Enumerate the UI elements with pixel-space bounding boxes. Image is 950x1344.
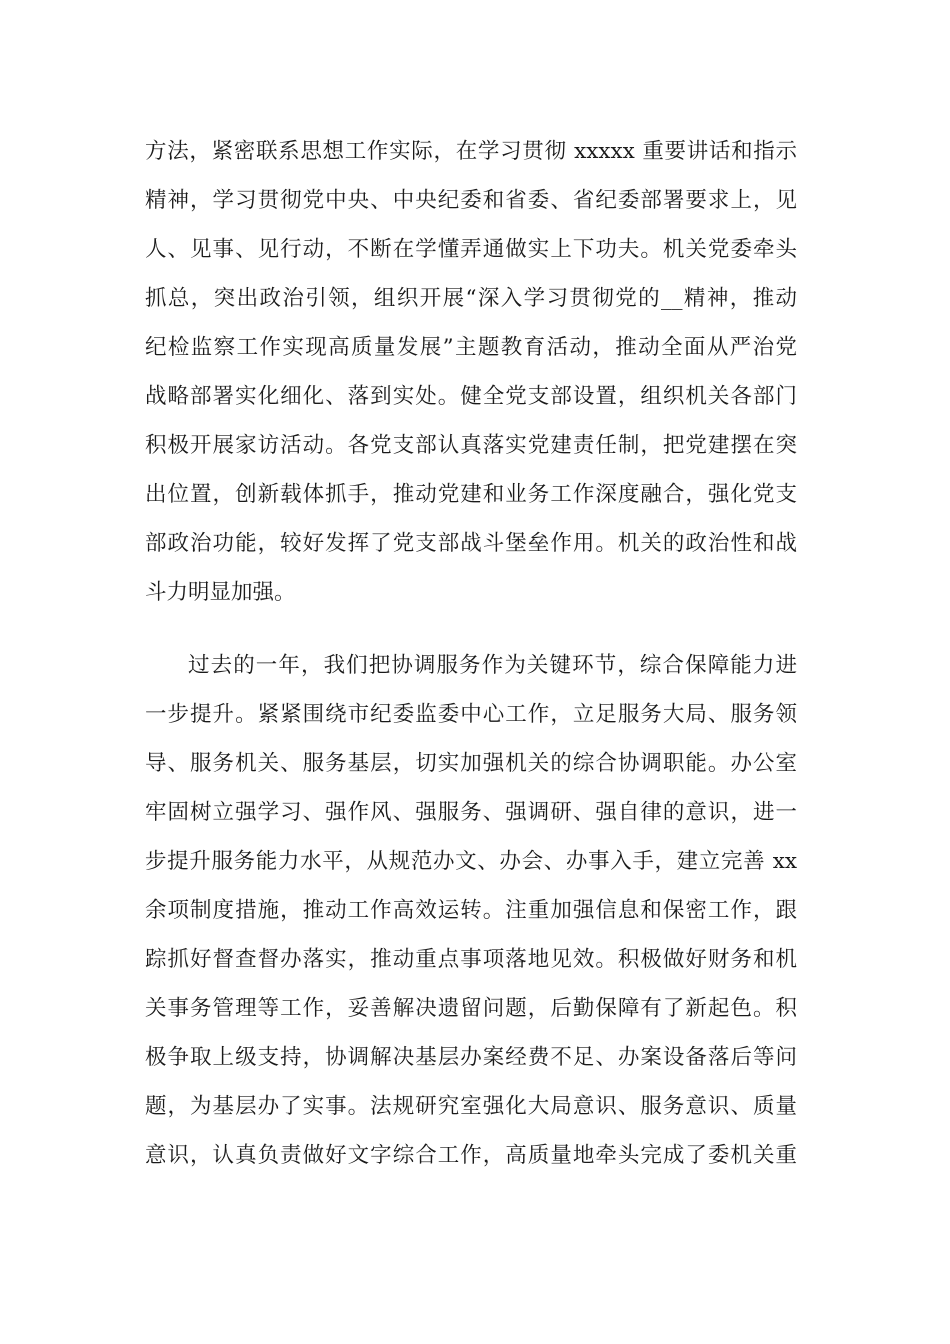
paragraph-2-line-9: 极争取上级支持，协调解决基层办案经费不足、办案设备落后等问 <box>145 1045 797 1070</box>
paragraph-1-line-6: 战略部署实化细化、落到实处。健全党支部设置，组织机关各部门 <box>145 384 797 409</box>
paragraph-1-line-2: 精神，学习贯彻党中央、中央纪委和省委、省纪委部署要求上，见 <box>145 188 797 213</box>
paragraph-1-line-3: 人、见事、见行动，不断在学懂弄通做实上下功夫。机关党委牵头 <box>145 237 797 262</box>
paragraph-1-line-8: 出位置，创新载体抓手，推动党建和业务工作深度融合，强化党支 <box>145 482 797 507</box>
paragraph-2-line-5: 步提升服务能力水平，从规范办文、办会、办事入手，建立完善 xx <box>145 849 797 874</box>
paragraph-2-line-2: 一步提升。紧紧围绕市纪委监委中心工作，立足服务大局、服务领 <box>145 702 797 727</box>
paragraph-1-line-10: 斗力明显加强。 <box>145 580 296 605</box>
paragraph-1-line-5: 纪检监察工作实现高质量发展”主题教育活动，推动全面从严治党 <box>145 335 797 360</box>
paragraph-2-line-8: 关事务管理等工作，妥善解决遗留问题，后勤保障有了新起色。积 <box>145 996 797 1021</box>
paragraph-2-line-6: 余项制度措施，推动工作高效运转。注重加强信息和保密工作，跟 <box>145 898 797 923</box>
paragraph-2-line-4: 牢固树立强学习、强作风、强服务、强调研、强自律的意识，进一 <box>145 800 797 825</box>
paragraph-2-line-1: 过去的一年，我们把协调服务作为关键环节，综合保障能力进 <box>188 653 797 678</box>
paragraph-1-line-1: 方法，紧密联系思想工作实际，在学习贯彻 xxxxx 重要讲话和指示 <box>145 139 797 164</box>
paragraph-1-line-7: 积极开展家访活动。各党支部认真落实党建责任制，把党建摆在突 <box>145 433 797 458</box>
paragraph-2-line-10: 题，为基层办了实事。法规研究室强化大局意识、服务意识、质量 <box>145 1094 797 1119</box>
paragraph-2-line-7: 踪抓好督查督办落实，推动重点事项落地见效。积极做好财务和机 <box>145 947 797 972</box>
paragraph-2-line-11: 意识，认真负责做好文字综合工作，高质量地牵头完成了委机关重 <box>145 1143 797 1168</box>
paragraph-1-line-4: 抓总，突出政治引领，组织开展“深入学习贯彻党的__精神，推动 <box>145 286 797 311</box>
paragraph-1-line-9: 部政治功能，较好发挥了党支部战斗堡垒作用。机关的政治性和战 <box>145 531 797 556</box>
paragraph-2-line-3: 导、服务机关、服务基层，切实加强机关的综合协调职能。办公室 <box>145 751 797 776</box>
